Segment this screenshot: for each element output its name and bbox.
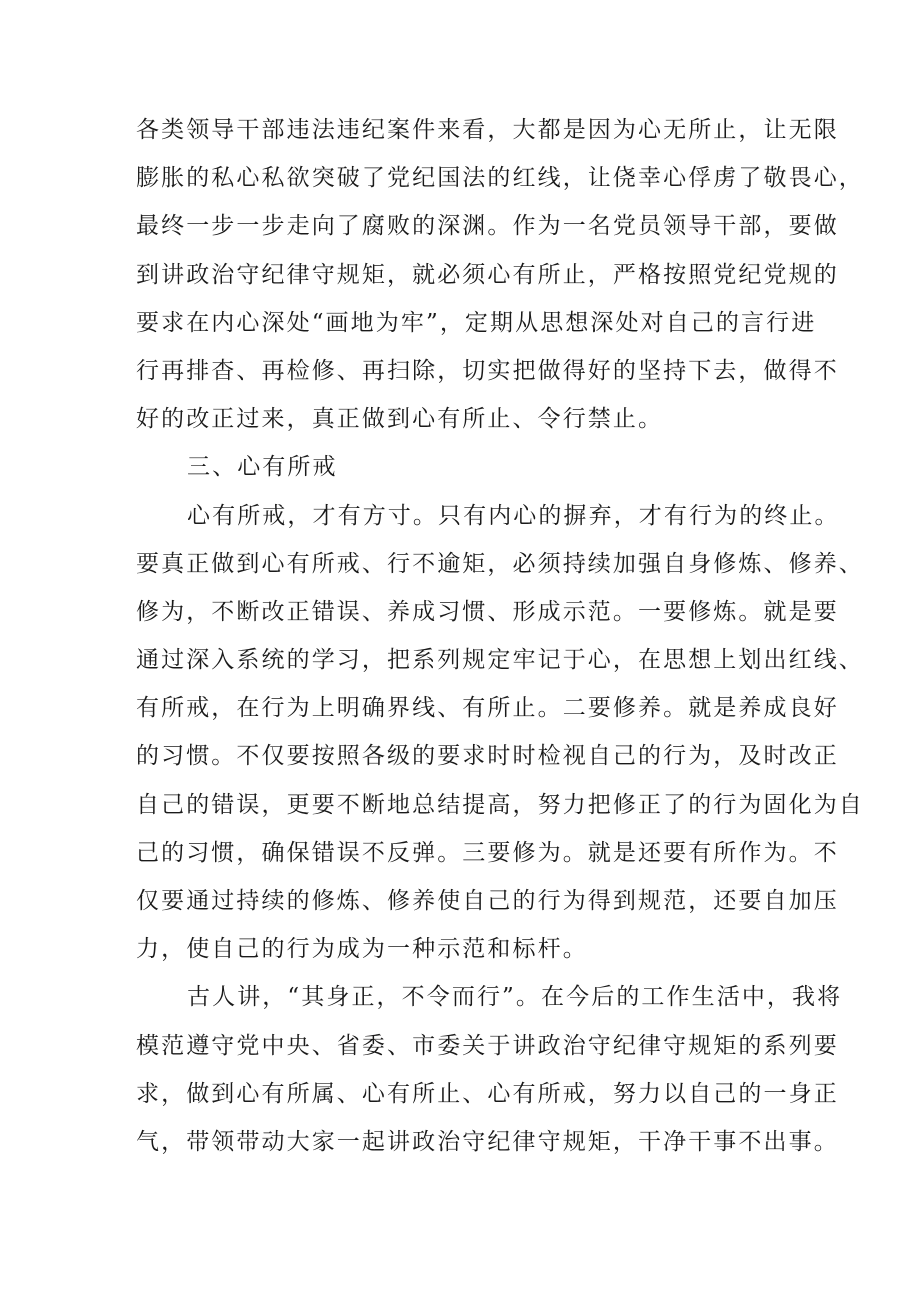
paragraph-line: 求，做到心有所属、心有所止、心有所戒，努力以自己的一身正 bbox=[136, 1080, 839, 1107]
section-heading: 三、心有所戒 bbox=[187, 454, 338, 481]
paragraph-line: 力，使自己的行为成为一种示范和标杆。 bbox=[136, 936, 588, 963]
paragraph-line: 膨胀的私心私欲突破了党纪国法的红线，让侥幸心俘虏了敬畏心， bbox=[136, 165, 864, 192]
paragraph-line: 修为，不断改正错误、养成习惯、形成示范。一要修炼。就是要 bbox=[136, 598, 839, 625]
paragraph-line: 气，带领带动大家一起讲政治守纪律守规矩，干净干事不出事。 bbox=[136, 1128, 839, 1155]
paragraph-line: 各类领导干部违法违纪案件来看，大都是因为心无所止，让无限 bbox=[136, 117, 839, 143]
paragraph-line: 到讲政治守纪律守规矩，就必须心有所止，严格按照党纪党规的 bbox=[136, 261, 839, 288]
paragraph-line: 模范遵守党中央、省委、市委关于讲政治守纪律守规矩的系列要 bbox=[136, 1032, 839, 1059]
paragraph-first-line: 古人讲，“其身正，不令而行”。在今后的工作生活中，我将 bbox=[187, 984, 843, 1011]
paragraph-line: 通过深入系统的学习，把系列规定牢记于心，在思想上划出红线、 bbox=[136, 647, 864, 674]
paragraph-line: 自己的错误，更要不断地总结提高，努力把修正了的行为固化为自 bbox=[136, 791, 864, 818]
paragraph-first-line: 心有所戒，才有方寸。只有内心的摒弃，才有行为的终止。 bbox=[187, 502, 840, 529]
paragraph-line: 最终一步一步走向了腐败的深渊。作为一名党员领导干部，要做 bbox=[136, 213, 839, 240]
paragraph-line: 仅要通过持续的修炼、修养使自己的行为得到规范，还要自加压 bbox=[136, 888, 839, 914]
paragraph-line: 行再排杳、再检修、再扫除，切实把做得好的坚持下去，做得不 bbox=[136, 357, 839, 384]
paragraph-line: 有所戒，在行为上明确界线、有所止。二要修养。就是养成良好 bbox=[136, 695, 839, 722]
document-body bbox=[136, 106, 864, 1166]
paragraph-line: 好的改正过来，真正做到心有所止、令行禁止。 bbox=[136, 406, 664, 433]
paragraph-line: 的习惯。不仅要按照各级的要求时时检视自己的行为，及时改正 bbox=[136, 743, 839, 770]
paragraph-line: 要求在内心深处“画地为牢”，定期从思想深处对自己的言行进 bbox=[136, 309, 817, 336]
paragraph-line: 要真正做到心有所戒、行不逾矩，必须持续加强自身修炼、修养、 bbox=[136, 550, 864, 577]
paragraph-line: 己的习惯，确保错误不反弹。三要修为。就是还要有所作为。不 bbox=[136, 839, 839, 866]
